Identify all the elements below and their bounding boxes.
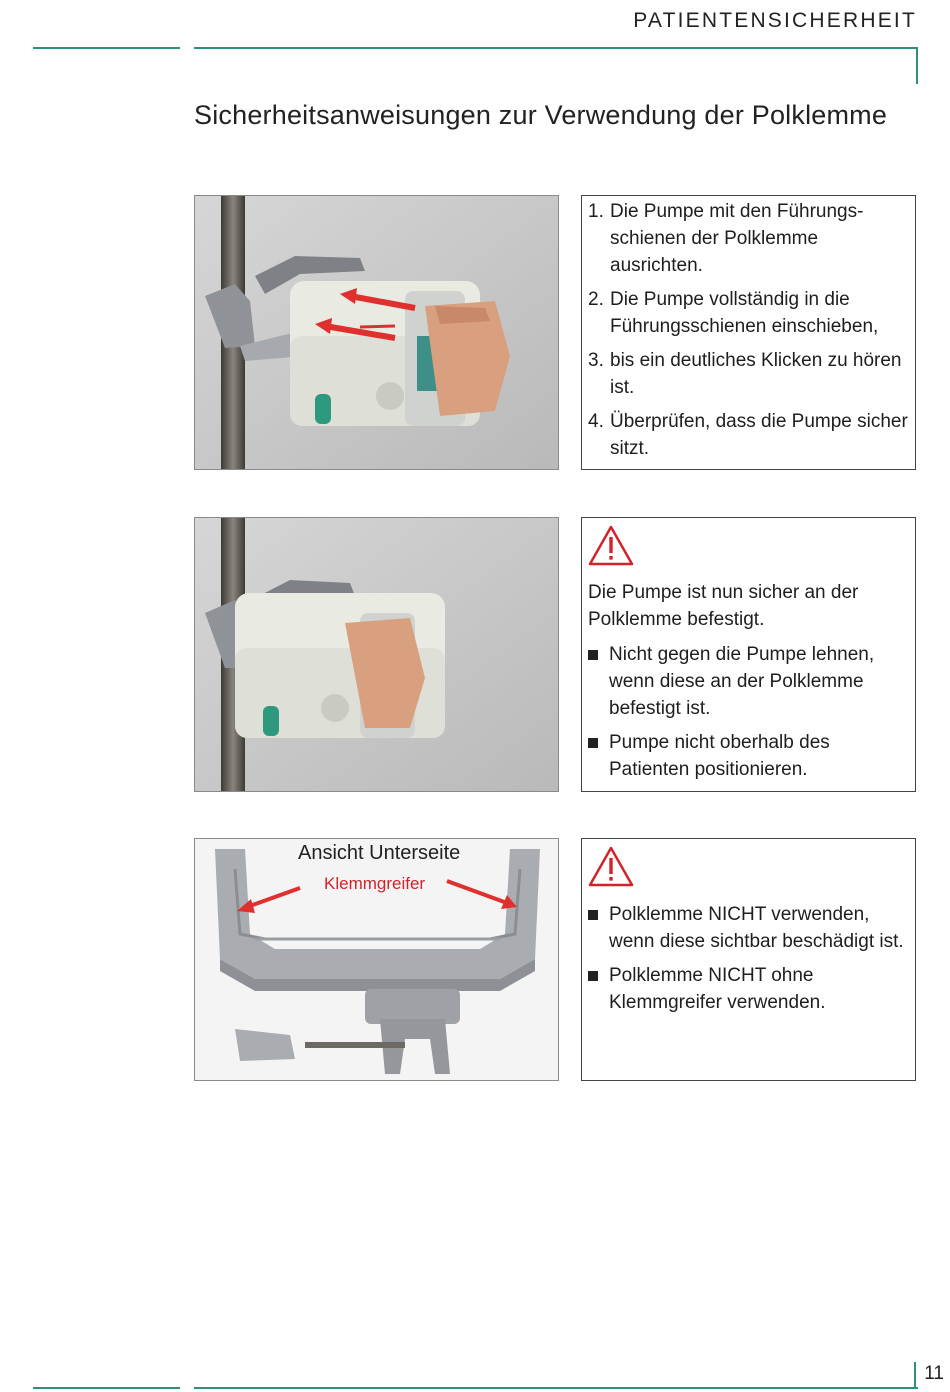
caption-clamp-gripper: Klemmgreifer [324,874,426,893]
steps-list [588,198,909,462]
warning-item: Polklemme NICHT ohne Klemmgreifer verwenden. [588,962,909,1016]
header-rule-left [33,47,180,49]
section-title: PATIENTENSICHERHEIT [633,9,917,32]
footer-rule-tick [914,1362,916,1389]
warning-intro: Die Pumpe ist nun sicher an der Polklemme befestigt. [588,582,859,630]
photo-clamp-underside [194,838,559,1081]
header-rule-right [194,47,918,49]
bullet-square-icon [588,650,598,660]
bullet-square-icon [588,738,598,748]
warning-triangle-icon [588,845,634,887]
footer-rule-right [194,1387,918,1389]
bullet-square-icon [588,910,598,920]
page-number: 11 [924,1363,944,1384]
steps-box [581,195,916,470]
warning-item: Pumpe nicht oberhalb des Patienten positionieren. [588,729,909,783]
warning-triangle-icon [588,524,634,566]
warning-list [588,901,909,1016]
caption-underside-view: Ansicht Unterseite [298,842,461,864]
header-rule-tick [916,47,918,84]
step-item: 4. Überprüfen, dass die Pumpe sicher sitzt. [588,411,908,459]
step-item: 3. bis ein deutliches Klicken zu hören ist. [588,350,902,398]
photo-pump-insertion [194,195,559,470]
warning-item: Nicht gegen die Pumpe lehnen, wenn diese an der Polklemme befestigt ist. [588,641,909,722]
step-item: 1. Die Pumpe mit den Führungs-schienen der Polklemme ausrichten. [588,201,864,276]
warning-box-mounted [581,517,916,792]
warning-list [588,641,909,783]
bullet-square-icon [588,971,598,981]
footer-rule-left [33,1387,180,1389]
warning-box-clamp [581,838,916,1081]
warning-item: Polklemme NICHT verwenden, wenn diese sichtbar beschädigt ist. [588,901,909,955]
step-item: 2. Die Pumpe vollständig in die Führungsschienen einschieben, [588,289,879,337]
photo-pump-mounted [194,517,559,792]
page-title: Sicherheitsanweisungen zur Verwendung der Polklemme [194,100,888,130]
